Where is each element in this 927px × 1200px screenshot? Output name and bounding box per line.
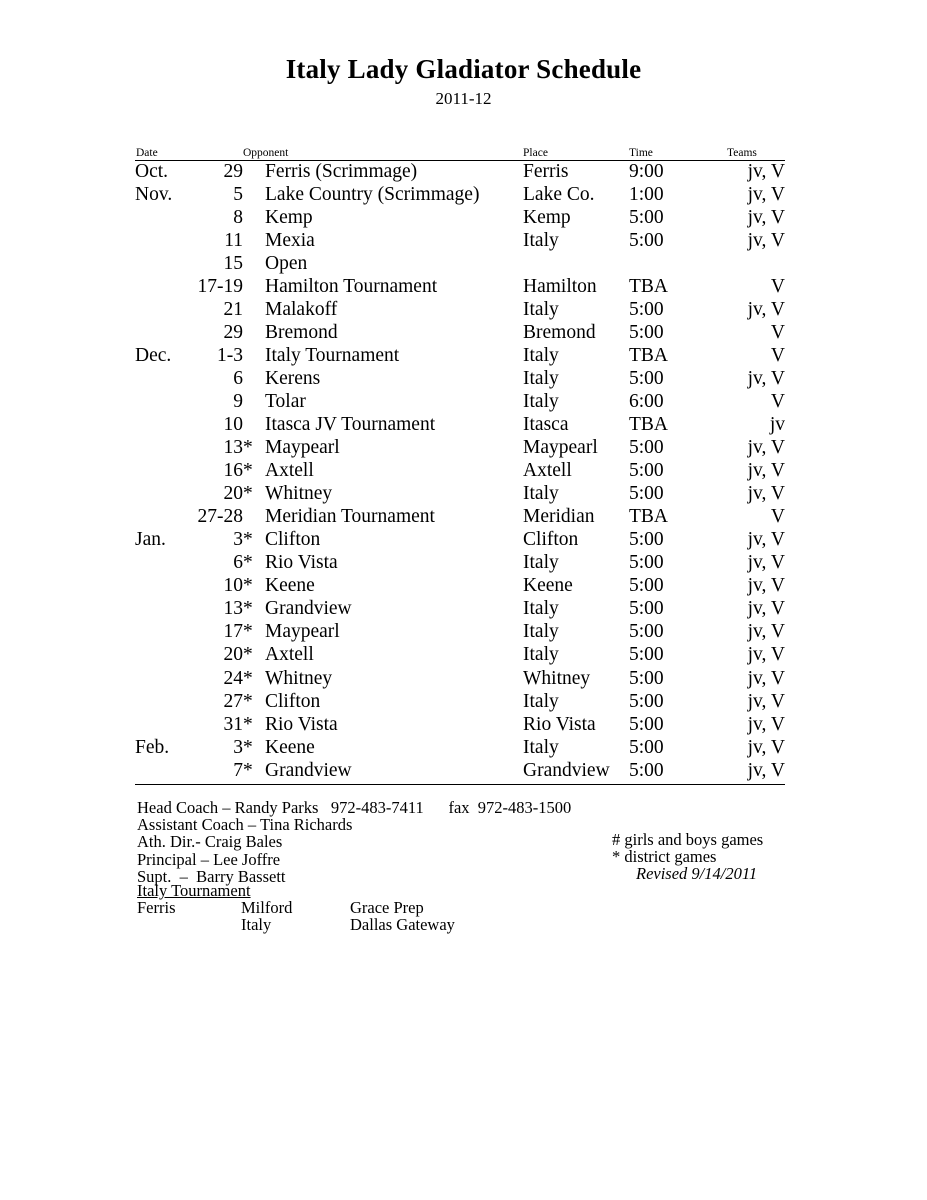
game-date-day: 3 (233, 736, 243, 758)
game-place: Italy (523, 736, 559, 758)
game-opponent: Axtell (265, 644, 314, 666)
table-row (135, 714, 785, 737)
game-time: 1:00 (629, 183, 664, 205)
district-marker: * (243, 690, 253, 712)
revised-date: Revised 9/14/2011 (636, 864, 758, 884)
head-coach-line: Head Coach – Randy Parks 972-483-7411 fax 972-483-1500 (137, 798, 572, 817)
game-opponent: Maypearl (265, 437, 340, 459)
table-row (135, 506, 785, 529)
game-date-day: 3 (233, 529, 243, 551)
game-time: TBA (629, 275, 669, 297)
game-date-day: 1-3 (217, 344, 243, 366)
legend-district: * district games (612, 847, 717, 867)
column-header-date: Date (136, 147, 158, 159)
game-date-month (135, 414, 183, 437)
game-opponent: Whitney (265, 483, 333, 505)
game-place: Grandview (523, 760, 629, 785)
game-teams: jv, V (725, 760, 785, 785)
game-opponent: Whitney (265, 667, 333, 689)
game-date-day: 29 (223, 321, 243, 343)
game-place: Ferris (523, 161, 569, 182)
district-marker (243, 207, 265, 230)
game-time: 5:00 (629, 460, 664, 482)
table-row (135, 668, 785, 691)
game-opponent: Meridian Tournament (265, 506, 435, 528)
game-date-month (135, 460, 183, 483)
game-date-day: 31 (223, 713, 243, 735)
tournament-team: Milford (241, 898, 293, 918)
game-opponent: Malakoff (265, 298, 338, 320)
game-date-month (135, 714, 183, 737)
tournament-team: Ferris (137, 898, 176, 918)
game-date-month (135, 391, 183, 414)
game-opponent: Keene (265, 575, 315, 597)
game-place: Meridian (523, 506, 595, 528)
game-place: Italy (523, 621, 559, 643)
game-place: Italy (523, 298, 559, 320)
game-opponent: Bremond (265, 321, 338, 343)
game-place: Italy (523, 367, 559, 389)
game-teams: jv, V (747, 161, 786, 182)
tournament-column-1 (137, 899, 176, 916)
game-place: Italy (523, 644, 559, 666)
game-date-day: 20 (223, 483, 243, 505)
game-teams: V (770, 506, 786, 528)
game-date-day: 27 (223, 690, 243, 712)
game-place: Italy (523, 552, 559, 574)
table-row (135, 368, 785, 391)
staff-info (137, 799, 571, 885)
game-opponent: Hamilton Tournament (265, 275, 438, 297)
game-opponent: Itasca JV Tournament (265, 414, 436, 436)
district-marker: * (243, 736, 253, 758)
district-marker: * (243, 460, 253, 482)
game-place: Maypearl (523, 437, 598, 459)
game-teams: V (770, 390, 786, 412)
game-date-day: 9 (233, 390, 243, 412)
district-marker: * (243, 644, 253, 666)
game-date-month (135, 368, 183, 391)
game-teams: jv, V (747, 644, 786, 666)
district-marker (243, 506, 265, 529)
tournament-column-2 (241, 899, 292, 933)
game-place: Lake Co. (523, 183, 595, 205)
game-date-day: 7 (183, 760, 243, 785)
game-teams: V (770, 321, 786, 343)
table-row (135, 299, 785, 322)
district-marker: * (243, 483, 253, 505)
game-opponent: Maypearl (265, 621, 340, 643)
game-place (523, 253, 629, 276)
game-place: Italy (523, 344, 559, 366)
principal-line: Principal – Lee Joffre (137, 849, 281, 869)
game-date-month (135, 668, 183, 691)
column-header-time: Time (629, 147, 653, 159)
district-marker (243, 368, 265, 391)
game-time: 5:00 (629, 713, 664, 735)
table-row (135, 276, 785, 299)
table-row (135, 760, 785, 785)
game-date-day: 16 (223, 460, 243, 482)
game-place: Keene (523, 575, 573, 597)
game-opponent: Rio Vista (265, 713, 338, 735)
district-marker (243, 414, 265, 437)
game-time: 5:00 (629, 321, 664, 343)
game-teams: jv, V (747, 621, 786, 643)
table-row (135, 529, 785, 552)
game-date-day: 8 (233, 206, 243, 228)
game-teams: jv, V (747, 183, 786, 205)
game-opponent: Kerens (265, 367, 321, 389)
game-time: 5:00 (629, 529, 664, 551)
game-time: 5:00 (629, 367, 664, 389)
schedule-table (135, 147, 785, 785)
game-date-month: Oct. (135, 161, 169, 182)
game-teams: jv, V (747, 690, 786, 712)
superintendent-line: Supt. – Barry Bassett (137, 866, 286, 886)
game-teams: jv, V (747, 367, 786, 389)
table-header-row (135, 147, 785, 161)
game-teams: jv, V (747, 206, 786, 228)
table-row (135, 230, 785, 253)
district-marker (243, 161, 265, 184)
game-place: Rio Vista (523, 713, 596, 735)
district-marker (243, 253, 265, 276)
game-time: TBA (629, 506, 669, 528)
game-opponent: Clifton (265, 529, 321, 551)
game-teams: jv, V (747, 298, 786, 320)
game-teams: jv, V (747, 736, 786, 758)
district-marker (243, 299, 265, 322)
game-teams: jv, V (747, 575, 786, 597)
game-time: 5:00 (629, 621, 664, 643)
game-date-day: 13 (223, 598, 243, 620)
table-header (135, 147, 785, 161)
game-opponent: Rio Vista (265, 552, 338, 574)
game-teams: jv, V (747, 460, 786, 482)
game-place: Italy (523, 229, 559, 251)
game-teams: jv, V (747, 667, 786, 689)
game-opponent: Mexia (265, 229, 315, 251)
game-teams: jv, V (747, 529, 786, 551)
game-date-month (135, 437, 183, 460)
game-opponent: Lake Country (Scrimmage) (265, 183, 480, 205)
game-date-month (135, 253, 183, 276)
game-date-day: 15 (223, 252, 243, 274)
game-date-month (135, 276, 183, 299)
district-marker: * (243, 713, 253, 735)
game-place: Italy (523, 390, 559, 412)
table-row (135, 598, 785, 621)
district-marker (243, 345, 265, 368)
game-teams: V (770, 344, 786, 366)
game-place: Axtell (523, 460, 572, 482)
game-time: 6:00 (629, 390, 664, 412)
table-row (135, 207, 785, 230)
district-marker: * (243, 760, 265, 785)
game-date-month: Feb. (135, 736, 170, 758)
table-row (135, 184, 785, 207)
district-marker: * (243, 529, 253, 551)
game-date-day: 5 (233, 183, 243, 205)
game-time: 5:00 (629, 667, 664, 689)
table-body (135, 161, 785, 785)
game-date-day: 13 (223, 437, 243, 459)
table-row (135, 161, 785, 184)
game-teams: jv, V (747, 552, 786, 574)
game-time: 9:00 (629, 161, 664, 182)
page-subtitle: 2011-12 (435, 89, 492, 108)
game-date-month: Dec. (135, 344, 172, 366)
district-marker: * (243, 621, 253, 643)
table-row (135, 391, 785, 414)
district-marker: * (243, 598, 253, 620)
game-opponent: Ferris (Scrimmage) (265, 161, 418, 182)
table-row (135, 322, 785, 345)
game-time: 5:00 (629, 483, 664, 505)
district-marker (243, 184, 265, 207)
tournament-heading: Italy Tournament (137, 881, 251, 900)
game-time: 5:00 (629, 644, 664, 666)
game-place: Itasca (523, 414, 569, 436)
game-date-month: Nov. (135, 183, 173, 205)
game-date-month (135, 552, 183, 575)
tournament-team: Dallas Gateway (350, 915, 455, 935)
district-marker: * (243, 667, 253, 689)
game-place: Kemp (523, 206, 571, 228)
game-date-month (135, 621, 183, 644)
district-marker (243, 276, 265, 299)
table-row (135, 737, 785, 760)
legend-boys-girls: # girls and boys games (612, 830, 764, 849)
game-teams: V (770, 275, 786, 297)
game-date-month (135, 506, 183, 529)
table-row (135, 253, 785, 276)
table-row (135, 414, 785, 437)
column-header-teams: Teams (727, 147, 757, 159)
game-date-day: 10 (223, 414, 243, 436)
table-row (135, 483, 785, 506)
district-marker (243, 391, 265, 414)
table-row (135, 345, 785, 368)
game-opponent: Italy Tournament (265, 344, 400, 366)
game-opponent: Grandview (265, 598, 352, 620)
game-time: 5:00 (629, 437, 664, 459)
game-time: 5:00 (629, 552, 664, 574)
game-date-month (135, 575, 183, 598)
game-date-month (135, 299, 183, 322)
column-header-place: Place (523, 147, 548, 159)
game-date-day: 24 (223, 667, 243, 689)
game-time: TBA (629, 344, 669, 366)
game-date-day: 17-19 (197, 275, 243, 297)
game-opponent: Axtell (265, 460, 314, 482)
game-teams: jv, V (747, 437, 786, 459)
column-header-opponent: Opponent (243, 147, 289, 159)
game-time: 5:00 (629, 760, 725, 785)
game-date-day: 10 (223, 575, 243, 597)
game-place: Italy (523, 598, 559, 620)
table-row (135, 575, 785, 598)
game-date-day: 6 (233, 367, 243, 389)
district-marker: * (243, 575, 253, 597)
game-teams: jv, V (747, 483, 786, 505)
game-date-month (135, 322, 183, 345)
game-teams (725, 253, 785, 276)
game-place: Italy (523, 690, 559, 712)
game-time: 5:00 (629, 736, 664, 758)
table-row (135, 691, 785, 714)
game-opponent: Clifton (265, 690, 321, 712)
game-opponent: Keene (265, 736, 315, 758)
district-marker (243, 230, 265, 253)
game-place: Italy (523, 483, 559, 505)
game-date-month: Jan. (135, 529, 166, 551)
athletic-director-line: Ath. Dir.- Craig Bales (137, 832, 283, 852)
game-time: 5:00 (629, 206, 664, 228)
game-date-day: 29 (223, 161, 243, 182)
game-date-day: 20 (223, 644, 243, 666)
assistant-coach-line: Assistant Coach – Tina Richards (137, 815, 353, 835)
game-time: 5:00 (629, 575, 664, 597)
table-row (135, 552, 785, 575)
game-time: 5:00 (629, 229, 664, 251)
game-teams: jv, V (747, 598, 786, 620)
game-time (629, 253, 725, 276)
district-marker: * (243, 552, 253, 574)
tournament-team: Grace Prep (350, 898, 424, 918)
game-place: Bremond (523, 321, 596, 343)
table-row (135, 621, 785, 644)
game-teams: jv, V (747, 713, 786, 735)
game-place: Hamilton (523, 275, 597, 297)
game-time: TBA (629, 414, 669, 436)
tournament-teams-grid (137, 899, 537, 937)
schedule-table-container (135, 147, 785, 785)
game-teams: jv (769, 414, 786, 436)
game-place: Clifton (523, 529, 579, 551)
game-opponent: Open (265, 252, 308, 274)
district-marker: * (243, 437, 253, 459)
tournament-column-3 (350, 899, 455, 933)
table-row (135, 460, 785, 483)
game-date-day: 6 (233, 552, 243, 574)
game-date-month (135, 691, 183, 714)
game-date-month (135, 760, 183, 785)
tournament-block (137, 882, 537, 937)
game-date-month (135, 230, 183, 253)
game-opponent: Grandview (265, 760, 523, 785)
game-opponent: Tolar (265, 390, 306, 412)
game-date-day: 17 (223, 621, 243, 643)
game-time: 5:00 (629, 598, 664, 620)
game-date-day: 11 (224, 229, 243, 251)
game-opponent: Kemp (265, 206, 313, 228)
game-date-month (135, 644, 183, 667)
tournament-team: Italy (241, 915, 272, 935)
game-date-day: 27-28 (197, 506, 243, 528)
table-row (135, 644, 785, 667)
game-time: 5:00 (629, 690, 664, 712)
table-row (135, 437, 785, 460)
district-marker (243, 322, 265, 345)
game-teams: jv, V (747, 229, 786, 251)
game-place: Whitney (523, 667, 591, 689)
game-date-month (135, 207, 183, 230)
game-date-day: 21 (223, 298, 243, 320)
page-title: Italy Lady Gladiator Schedule (285, 54, 642, 84)
game-date-month (135, 598, 183, 621)
legend-block (612, 831, 763, 883)
game-date-month (135, 483, 183, 506)
game-time: 5:00 (629, 298, 664, 320)
